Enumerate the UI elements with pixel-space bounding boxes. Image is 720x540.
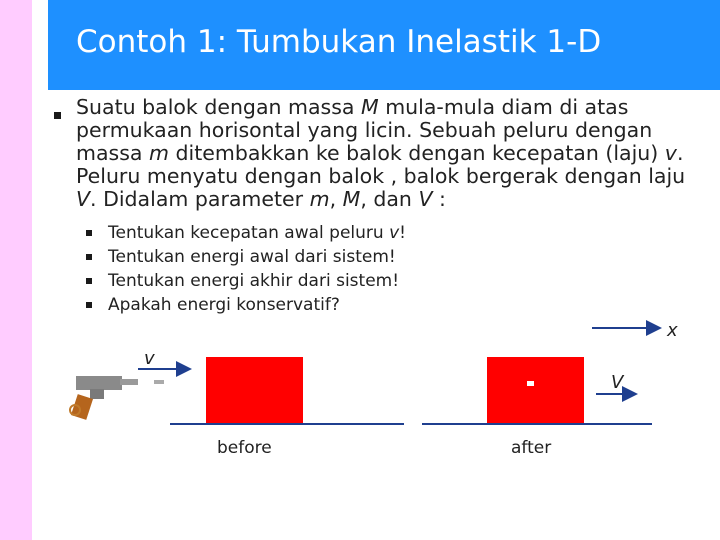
sub-bullet-2: Tentukan energi awal dari sistem! [108,247,396,267]
embedded-bullet [527,381,534,386]
block-after [487,357,584,423]
block-before [206,357,303,423]
sub-bullet-4: Apakah energi konservatif? [108,295,340,315]
var-v: v [664,141,677,165]
before-label: before [217,438,272,458]
bullet-projectile [154,380,164,384]
sub-bullet-3: Tentukan energi akhir dari sistem! [108,271,400,291]
var-M: M [361,95,379,119]
var-m: m [148,141,169,165]
x-axis-label: x [667,320,678,341]
var-V: V [418,187,433,211]
gun-icon [70,376,138,420]
var-M: M [342,187,361,211]
var-m: m [309,187,330,211]
after-label: after [511,438,552,458]
slide-title: Contoh 1: Tumbukan Inelastik 1-D [76,24,602,60]
sub-bullet-1: Tentukan kecepatan awal peluru v! [108,223,406,243]
main-paragraph: Suatu balok dengan massa M mula-mula diam di atas permukaan horisontal yang licin. Sebuah peluru dengan massa m ditembakkan ke balok dengan kecepatan (laju) v. Peluru menyatu dengan balok , balok bergerak dengan laju V. Didalam parameter m, M, dan V : [76,95,686,211]
bullet-velocity-label: v [144,348,155,369]
block-velocity-label: V [611,372,624,393]
var-V: V [76,187,91,211]
